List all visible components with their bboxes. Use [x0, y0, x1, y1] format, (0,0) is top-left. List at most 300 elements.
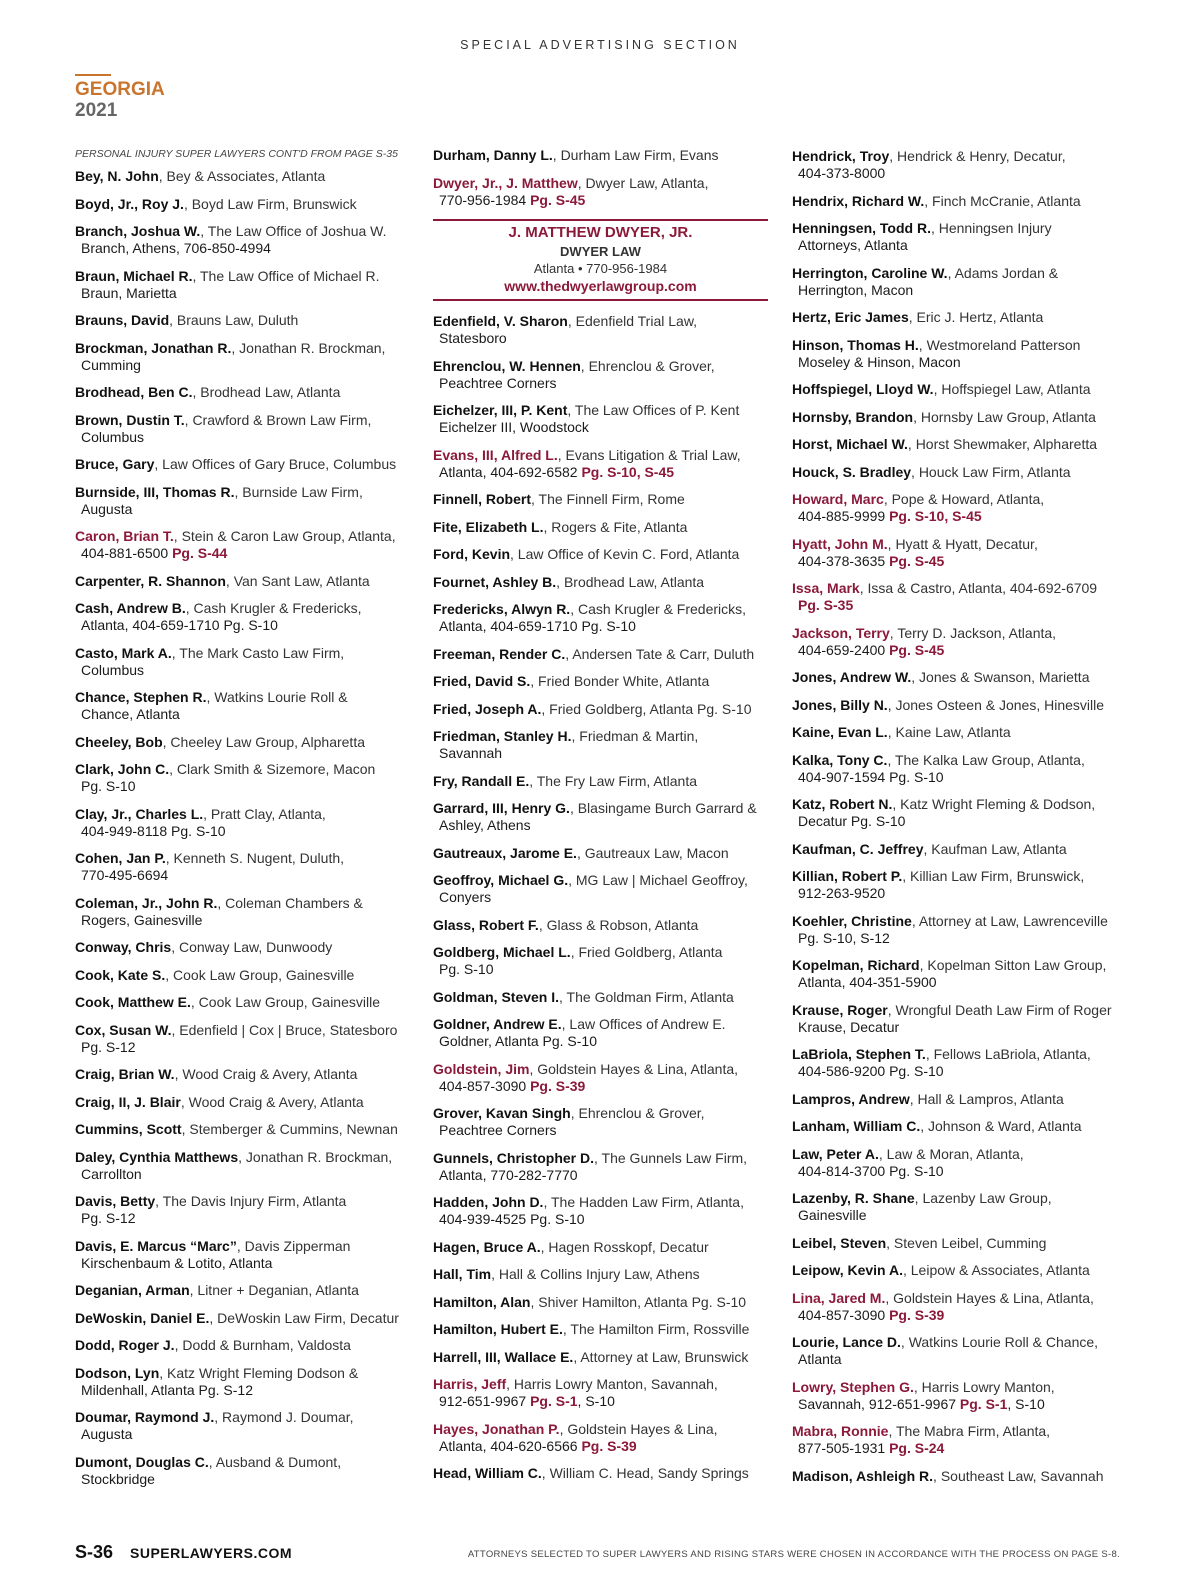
attorney-detail	[433, 375, 768, 392]
attorney-name: Brodhead, Ben C.	[75, 384, 193, 400]
attorney-entry	[75, 1337, 410, 1354]
attorney-firm: , Crawford & Brown Law Firm,	[184, 411, 372, 428]
ad-firm-name: DWYER LAW	[560, 244, 641, 259]
attorney-name: Jackson, Terry	[792, 624, 890, 641]
attorney-entry	[75, 456, 410, 473]
attorney-firm: , Hornsby Law Group, Atlanta	[913, 408, 1096, 425]
attorney-entry	[792, 1468, 1127, 1485]
attorney-detail	[792, 974, 1127, 991]
attorney-firm: , Boyd Law Firm, Brunswick	[183, 195, 357, 212]
attorney-name: Fite, Elizabeth L.	[433, 518, 544, 535]
attorney-entry	[75, 484, 410, 518]
attorney-detail	[792, 165, 1127, 182]
attorney-firm: , The Hamilton Firm, Rossville	[562, 1321, 750, 1337]
attorney-firm: , Wrongful Death Law Firm of Roger	[887, 1001, 1112, 1018]
attorney-name: Leipow, Kevin A.	[792, 1262, 903, 1278]
attorney-name: Lanham, William C.	[792, 1118, 921, 1134]
attorney-detail	[792, 1440, 1127, 1457]
attorney-entry	[75, 1066, 410, 1083]
attorney-entry	[433, 574, 768, 591]
attorney-entry	[433, 519, 768, 536]
attorney-entry	[433, 646, 768, 663]
attorney-firm: , DeWoskin Law Firm, Decatur	[209, 1309, 399, 1326]
attorney-name: Caron, Brian T.	[75, 528, 174, 544]
attorney-name: Madison, Ashleigh R.	[792, 1467, 934, 1484]
attorney-name: Freeman, Render C.	[433, 645, 566, 662]
attorney-entry	[792, 464, 1127, 481]
attorney-detail	[75, 1166, 410, 1183]
attorney-detail	[75, 1039, 410, 1056]
attorney-name: Cash, Andrew B.	[75, 600, 186, 616]
ad-attorney-name: J. MATTHEW DWYER, JR.	[508, 224, 693, 241]
column-3	[792, 148, 1127, 1495]
attorney-name: Harris, Jeff	[433, 1376, 507, 1392]
section-header: SPECIAL ADVERTISING SECTION	[460, 38, 740, 52]
attorney-contact: Atlanta, 404-659-1710 Pg. S-10	[81, 617, 278, 633]
attorney-firm: , Hyatt & Hyatt, Decatur,	[887, 535, 1038, 552]
attorney-contact: Peachtree Corners	[439, 1122, 557, 1138]
attorney-contact: Braun, Marietta	[81, 284, 177, 301]
attorney-entry	[792, 913, 1127, 947]
page-reference: Pg. S-45	[530, 191, 586, 208]
attorney-entry	[75, 1193, 410, 1227]
attorney-detail	[433, 419, 768, 436]
attorney-contact: Pg. S-12	[81, 1038, 136, 1055]
attorney-contact: Kirschenbaum & Lotito, Atlanta	[81, 1254, 273, 1271]
attorney-entry	[792, 1002, 1127, 1036]
attorney-name: Carpenter, R. Shannon	[75, 572, 226, 589]
attorney-firm: , Kenneth S. Nugent, Duluth,	[165, 850, 345, 866]
attorney-firm: , Eric J. Hertz, Atlanta	[908, 309, 1044, 325]
attorney-entry	[792, 193, 1127, 210]
attorney-name: Fry, Randall E.	[433, 772, 530, 789]
attorney-firm: , Terry D. Jackson, Atlanta,	[889, 624, 1057, 641]
attorney-entry	[792, 1046, 1127, 1080]
attorney-entry	[792, 1290, 1127, 1324]
attorney-detail	[75, 285, 410, 302]
attorney-entry	[433, 944, 768, 978]
attorney-entry	[75, 223, 410, 257]
column-2	[433, 147, 768, 1493]
attorney-firm: , Fried Goldberg, Atlanta	[570, 944, 723, 960]
attorney-detail	[792, 553, 1127, 570]
attorney-name: Cheeley, Bob	[75, 733, 163, 750]
attorney-detail	[792, 508, 1127, 525]
attorney-name: Cox, Susan W.	[75, 1021, 172, 1038]
attorney-contact: 404-814-3700 Pg. S-10	[798, 1162, 944, 1179]
attorney-firm: , Kaufman Law, Atlanta	[923, 840, 1067, 857]
attorney-name: Lampros, Andrew	[792, 1090, 910, 1107]
attorney-detail	[75, 867, 410, 884]
attorney-entry	[433, 845, 768, 862]
attorney-name: Gautreaux, Jarome E.	[433, 844, 577, 861]
attorney-name: Burnside, III, Thomas R.	[75, 483, 235, 500]
attorney-firm: , Jones & Swanson, Marietta	[911, 669, 1090, 685]
attorney-entry	[433, 1321, 768, 1338]
attorney-entry	[792, 841, 1127, 858]
attorney-firm: , Dodd & Burnham, Valdosta	[174, 1337, 351, 1353]
attorney-entry	[433, 1194, 768, 1228]
attorney-entry	[433, 872, 768, 906]
attorney-firm: , Raymond J. Doumar,	[214, 1409, 354, 1425]
attorney-firm: , Hall & Collins Injury Law, Athens	[491, 1266, 700, 1282]
attorney-firm: , Blasingame Burch Garrard &	[569, 800, 757, 816]
attorney-name: Cook, Kate S.	[75, 966, 166, 983]
attorney-entry	[792, 697, 1127, 714]
attorney-contact: Atlanta, 404-659-1710 Pg. S-10	[439, 618, 636, 634]
attorney-entry	[433, 917, 768, 934]
attorney-detail	[433, 192, 768, 209]
attorney-name: Ford, Kevin	[433, 546, 511, 562]
attorney-firm: , Coleman Chambers &	[217, 894, 363, 911]
ad-website-link[interactable]: www.thedwyerlawgroup.com	[504, 278, 697, 294]
attorney-entry	[792, 1379, 1127, 1413]
attorney-entry	[792, 1146, 1127, 1180]
attorney-detail	[75, 429, 410, 446]
attorney-name: Cook, Matthew E.	[75, 994, 191, 1010]
attorney-contact: Eichelzer III, Woodstock	[439, 419, 589, 435]
attorney-detail	[433, 618, 768, 635]
column-1	[75, 146, 410, 1498]
attorney-name: Goldberg, Michael L.	[433, 944, 571, 960]
attorney-contact: 404-857-3090	[439, 1077, 527, 1094]
attorney-contact: Conyers	[439, 889, 492, 905]
attorney-entry	[792, 1091, 1127, 1108]
continued-note: PERSONAL INJURY SUPER LAWYERS CONT'D FROM PAGE S-35	[75, 148, 398, 160]
attorney-firm: , Durham Law Firm, Evans	[552, 147, 719, 163]
attorney-entry	[792, 309, 1127, 326]
attorney-contact: Rogers, Gainesville	[81, 911, 203, 928]
attorney-entry	[792, 491, 1127, 525]
attorney-contact: Gainesville	[798, 1207, 867, 1223]
attorney-firm: , Andersen Tate & Carr, Duluth	[565, 645, 755, 662]
attorney-name: Hendrix, Richard W.	[792, 192, 925, 209]
attorney-firm: , Cook Law Group, Gainesville	[165, 966, 355, 983]
attorney-firm: , Shiver Hamilton, Atlanta Pg. S-10	[530, 1293, 747, 1310]
attorney-detail	[433, 889, 768, 906]
attorney-name: Dodd, Roger J.	[75, 1337, 175, 1353]
attorney-entry	[792, 724, 1127, 741]
attorney-name: Branch, Joshua W.	[75, 223, 201, 239]
attorney-name: Clay, Jr., Charles L.	[75, 805, 204, 822]
attorney-contact: Pg. S-10, S-12	[798, 929, 890, 946]
attorney-entry	[433, 402, 768, 436]
attorney-firm: , Law Office of Kevin C. Ford, Atlanta	[510, 546, 740, 562]
attorney-detail	[433, 1393, 768, 1410]
attorney-firm: , Steven Leibel, Cumming	[886, 1234, 1047, 1251]
attorney-name: Gunnels, Christopher D.	[433, 1149, 595, 1166]
attorney-name: Goldman, Steven I.	[433, 988, 560, 1005]
attorney-firm: , Law Offices of Andrew E.	[561, 1016, 726, 1032]
attorney-name: Lina, Jared M.	[792, 1289, 886, 1306]
attorney-name: Hagen, Bruce A.	[433, 1238, 541, 1255]
attorney-detail	[433, 1122, 768, 1139]
attorney-name: Fried, Joseph A.	[433, 700, 542, 717]
attorney-name: Garrard, III, Henry G.	[433, 800, 570, 816]
attorney-contact: Pg. S-10	[81, 778, 136, 794]
attorney-entry	[75, 1238, 410, 1272]
attorney-contact: Ashley, Athens	[439, 817, 531, 833]
attorney-entry	[433, 1465, 768, 1482]
attorney-detail	[792, 1396, 1127, 1413]
attorney-name: Davis, Betty	[75, 1193, 156, 1209]
attorney-firm: , Ausband & Dumont,	[208, 1453, 342, 1470]
attorney-firm: , Houck Law Firm, Atlanta	[911, 463, 1071, 480]
attorney-name: Brown, Dustin T.	[75, 411, 185, 428]
attorney-firm: , Pratt Clay, Atlanta,	[203, 805, 326, 822]
attorney-entry	[433, 1421, 768, 1455]
attorney-name: Doumar, Raymond J.	[75, 1409, 215, 1425]
attorney-entry	[75, 967, 410, 984]
attorney-contact: 404-659-2400	[798, 641, 886, 658]
attorney-firm: , Lazenby Law Group,	[914, 1190, 1052, 1206]
attorney-name: Dwyer, Jr., J. Matthew	[433, 174, 578, 191]
attorney-detail	[792, 769, 1127, 786]
page-reference-extra: , S-10	[1007, 1395, 1045, 1412]
page-reference: Pg. S-10, S-45	[581, 463, 675, 480]
attorney-contact: 912-263-9520	[798, 885, 886, 901]
attorney-firm: , Wood Craig & Avery, Atlanta	[180, 1093, 364, 1110]
attorney-name: Fried, David S.	[433, 673, 531, 689]
attorney-entry	[792, 868, 1127, 902]
attorney-firm: , The Goldman Firm, Atlanta	[559, 988, 734, 1005]
attorney-entry	[433, 175, 768, 209]
attorney-entry	[433, 1105, 768, 1139]
attorney-entry	[792, 265, 1127, 299]
attorney-firm: , Harris Lowry Manton,	[913, 1378, 1055, 1395]
attorney-detail	[433, 1078, 768, 1095]
attorney-firm: , The Mabra Firm, Atlanta,	[888, 1423, 1051, 1439]
attorney-entry	[433, 601, 768, 635]
attorney-detail	[792, 237, 1127, 254]
attorney-detail	[792, 354, 1127, 371]
attorney-name: Lourie, Lance D.	[792, 1334, 901, 1350]
attorney-firm: , Killian Law Firm, Brunswick,	[902, 868, 1085, 884]
attorney-entry	[792, 625, 1127, 659]
attorney-firm: , Cash Krugler & Fredericks,	[185, 600, 362, 616]
attorney-firm: , Brodhead Law, Atlanta	[556, 573, 705, 590]
attorney-firm: , Brodhead Law, Atlanta	[192, 384, 341, 400]
attorney-entry	[75, 384, 410, 401]
attorney-entry	[433, 1239, 768, 1256]
attorney-firm: , Jonathan R. Brockman,	[238, 1148, 393, 1165]
attorney-firm: , Katz Wright Fleming & Dodson,	[892, 796, 1096, 812]
attorney-detail	[792, 813, 1127, 830]
attorney-name: Dumont, Douglas C.	[75, 1453, 209, 1470]
year-title: 2021	[75, 100, 118, 121]
attorney-name: Hendrick, Troy	[792, 148, 890, 164]
page-reference-extra: , S-10	[577, 1393, 615, 1409]
attorney-contact: Savannah, 912-651-9967	[798, 1395, 957, 1412]
attorney-name: Hoffspiegel, Lloyd W.	[792, 381, 934, 397]
attorney-firm: , The Law Office of Michael R.	[192, 267, 380, 284]
attorney-contact: Savannah	[439, 745, 503, 761]
attorney-name: Braun, Michael R.	[75, 267, 193, 284]
attorney-firm: , Evans Litigation & Trial Law,	[557, 446, 741, 463]
attorney-entry	[75, 196, 410, 213]
attorney-detail	[75, 240, 410, 257]
attorney-name: Cohen, Jan P.	[75, 850, 166, 866]
attorney-name: Bey, N. John	[75, 168, 159, 184]
attorney-entry	[75, 806, 410, 840]
attorney-name: Houck, S. Bradley	[792, 463, 912, 480]
attorney-name: Edenfield, V. Sharon	[433, 313, 568, 329]
attorney-entry	[792, 436, 1127, 453]
attorney-name: Brauns, David	[75, 312, 170, 328]
attorney-entry	[75, 939, 410, 956]
attorney-name: Head, William C.	[433, 1465, 542, 1481]
attorney-contact: Augusta	[81, 500, 133, 517]
attorney-entry	[75, 1365, 410, 1399]
attorney-entry	[433, 1294, 768, 1311]
attorney-name: Hamilton, Hubert E.	[433, 1321, 563, 1337]
attorney-name: Lowry, Stephen G.	[792, 1378, 914, 1395]
attorney-contact: 404-885-9999	[798, 508, 886, 524]
attorney-name: Jones, Andrew W.	[792, 669, 912, 685]
dwyer-ad-box	[433, 219, 768, 301]
attorney-name: Herrington, Caroline W.	[792, 264, 948, 281]
attorney-name: Harrell, III, Wallace E.	[433, 1348, 574, 1365]
attorney-name: Howard, Marc	[792, 491, 884, 507]
attorney-name: Henningsen, Todd R.	[792, 220, 931, 236]
page-reference: Pg. S-39	[530, 1077, 586, 1094]
attorney-detail	[75, 778, 410, 795]
footer-note: ATTORNEYS SELECTED TO SUPER LAWYERS AND RISING STARS WERE CHOSEN IN ACCORDANCE WITH THE PROCESS ON PAGE S-8.	[467, 1549, 1120, 1560]
attorney-firm: , Watkins Lourie Roll &	[206, 689, 348, 705]
attorney-name: Brockman, Jonathan R.	[75, 339, 232, 356]
attorney-name: LaBriola, Stephen T.	[792, 1046, 926, 1062]
attorney-firm: , The Kalka Law Group, Atlanta,	[887, 751, 1085, 768]
attorney-name: Hinson, Thomas H.	[792, 336, 919, 353]
attorney-firm: , The Hadden Law Firm, Atlanta,	[543, 1194, 744, 1210]
attorney-name: Kalka, Tony C.	[792, 751, 888, 768]
attorney-name: Hamilton, Alan	[433, 1293, 531, 1310]
attorney-detail	[75, 1210, 410, 1227]
attorney-firm: , Davis Zipperman	[236, 1237, 351, 1254]
attorney-name: Grover, Kavan Singh	[433, 1105, 571, 1121]
attorney-contact: Atlanta, 770-282-7770	[439, 1166, 578, 1183]
page-reference: Pg. S-1	[959, 1395, 1008, 1412]
attorney-firm: , Westmoreland Patterson	[918, 336, 1081, 353]
attorney-entry	[792, 409, 1127, 426]
attorney-contact: Columbus	[81, 661, 145, 678]
attorney-entry	[792, 220, 1127, 254]
attorney-contact: Atlanta, 404-692-6582	[439, 463, 578, 480]
attorney-entry	[75, 528, 410, 562]
attorney-detail	[433, 330, 768, 347]
attorney-contact: 770-956-1984	[439, 191, 527, 208]
attorney-firm: , The Law Offices of P. Kent	[567, 402, 740, 418]
attorney-contact: Krause, Decatur	[798, 1018, 900, 1035]
attorney-entry	[75, 1149, 410, 1183]
attorney-firm: , The Gunnels Law Firm,	[594, 1149, 748, 1166]
attorney-firm: , Friedman & Martin,	[571, 728, 699, 744]
attorney-entry	[75, 573, 410, 590]
attorney-name: Coleman, Jr., John R.	[75, 894, 218, 911]
attorney-firm: , Pope & Howard, Atlanta,	[883, 491, 1045, 507]
attorney-firm: , Fried Goldberg, Atlanta Pg. S-10	[541, 700, 752, 717]
attorney-detail	[75, 545, 410, 562]
attorney-detail	[75, 1426, 410, 1443]
attorney-detail	[75, 617, 410, 634]
attorney-name: Friedman, Stanley H.	[433, 728, 572, 744]
attorney-entry	[75, 1310, 410, 1327]
attorney-contact: Atlanta, 404-620-6566	[439, 1437, 578, 1454]
attorney-firm: , Watkins Lourie Roll & Chance,	[900, 1334, 1099, 1350]
attorney-entry	[75, 168, 410, 185]
attorney-entry	[792, 796, 1127, 830]
attorney-name: Daley, Cynthia Matthews	[75, 1148, 239, 1165]
attorney-name: Krause, Roger	[792, 1001, 888, 1018]
attorney-contact: Columbus	[81, 428, 145, 445]
attorney-firm: , Kaine Law, Atlanta	[887, 724, 1011, 740]
attorney-name: Dodson, Lyn	[75, 1364, 160, 1381]
attorney-contact: 404-373-8000	[798, 165, 886, 181]
attorney-firm: , Fried Bonder White, Atlanta	[530, 673, 710, 689]
attorney-name: Hyatt, John M.	[792, 535, 888, 552]
attorney-entry	[792, 580, 1127, 614]
attorney-name: Davis, E. Marcus “Marc”	[75, 1237, 237, 1254]
attorney-name: Hall, Tim	[433, 1266, 492, 1282]
attorney-detail	[75, 912, 410, 929]
attorney-detail	[792, 642, 1127, 659]
attorney-firm: , William C. Head, Sandy Springs	[541, 1465, 749, 1481]
attorney-name: Jones, Billy N.	[792, 696, 888, 713]
attorney-name: Craig, II, J. Blair	[75, 1093, 181, 1110]
attorney-name: Deganian, Arman	[75, 1282, 190, 1298]
attorney-entry	[433, 313, 768, 347]
attorney-detail	[792, 1351, 1127, 1368]
attorney-entry	[792, 1262, 1127, 1279]
attorney-firm: , Attorney at Law, Brunswick	[573, 1348, 749, 1365]
attorney-name: Evans, III, Alfred L.	[433, 446, 558, 463]
attorney-entry	[433, 989, 768, 1006]
attorney-contact: 770-495-6694	[81, 867, 169, 883]
attorney-entry	[792, 337, 1127, 371]
attorney-entry	[433, 701, 768, 718]
attorney-name: Cummins, Scott	[75, 1121, 182, 1137]
attorney-entry	[75, 994, 410, 1011]
attorney-entry	[792, 381, 1127, 398]
attorney-contact: 877-505-1931	[798, 1440, 886, 1456]
attorney-entry	[433, 1150, 768, 1184]
attorney-contact: Atlanta	[798, 1351, 842, 1367]
attorney-firm: , Issa & Castro, Atlanta, 404-692-6709	[859, 580, 1098, 596]
attorney-name: Law, Peter A.	[792, 1145, 879, 1162]
attorney-name: Eichelzer, III, P. Kent	[433, 402, 568, 418]
attorney-name: Mabra, Ronnie	[792, 1423, 889, 1439]
attorney-firm: , Goldstein Hayes & Lina, Atlanta,	[529, 1060, 739, 1077]
attorney-firm: , Hendrick & Henry, Decatur,	[889, 148, 1066, 164]
attorney-firm: , Clark Smith & Sizemore, Macon	[169, 761, 376, 777]
attorney-name: Koehler, Christine	[792, 912, 912, 929]
attorney-firm: , MG Law | Michael Geoffroy,	[568, 872, 748, 888]
attorney-detail	[75, 662, 410, 679]
attorney-entry	[75, 645, 410, 679]
attorney-firm: , Southeast Law, Savannah	[933, 1467, 1104, 1484]
attorney-detail	[792, 1063, 1127, 1080]
attorney-firm: , Horst Shewmaker, Alpharetta	[907, 436, 1098, 452]
attorney-contact: Statesboro	[439, 330, 507, 346]
attorney-name: Chance, Stephen R.	[75, 689, 207, 705]
attorney-entry	[433, 147, 768, 164]
attorney-detail	[433, 961, 768, 978]
page-reference: Pg. S-1	[530, 1393, 578, 1409]
page-reference: Pg. S-45	[889, 552, 945, 569]
attorney-name: Geoffroy, Michael G.	[433, 872, 569, 888]
attorney-contact: Moseley & Hinson, Macon	[798, 353, 961, 370]
attorney-contact: Stockbridge	[81, 1470, 155, 1487]
